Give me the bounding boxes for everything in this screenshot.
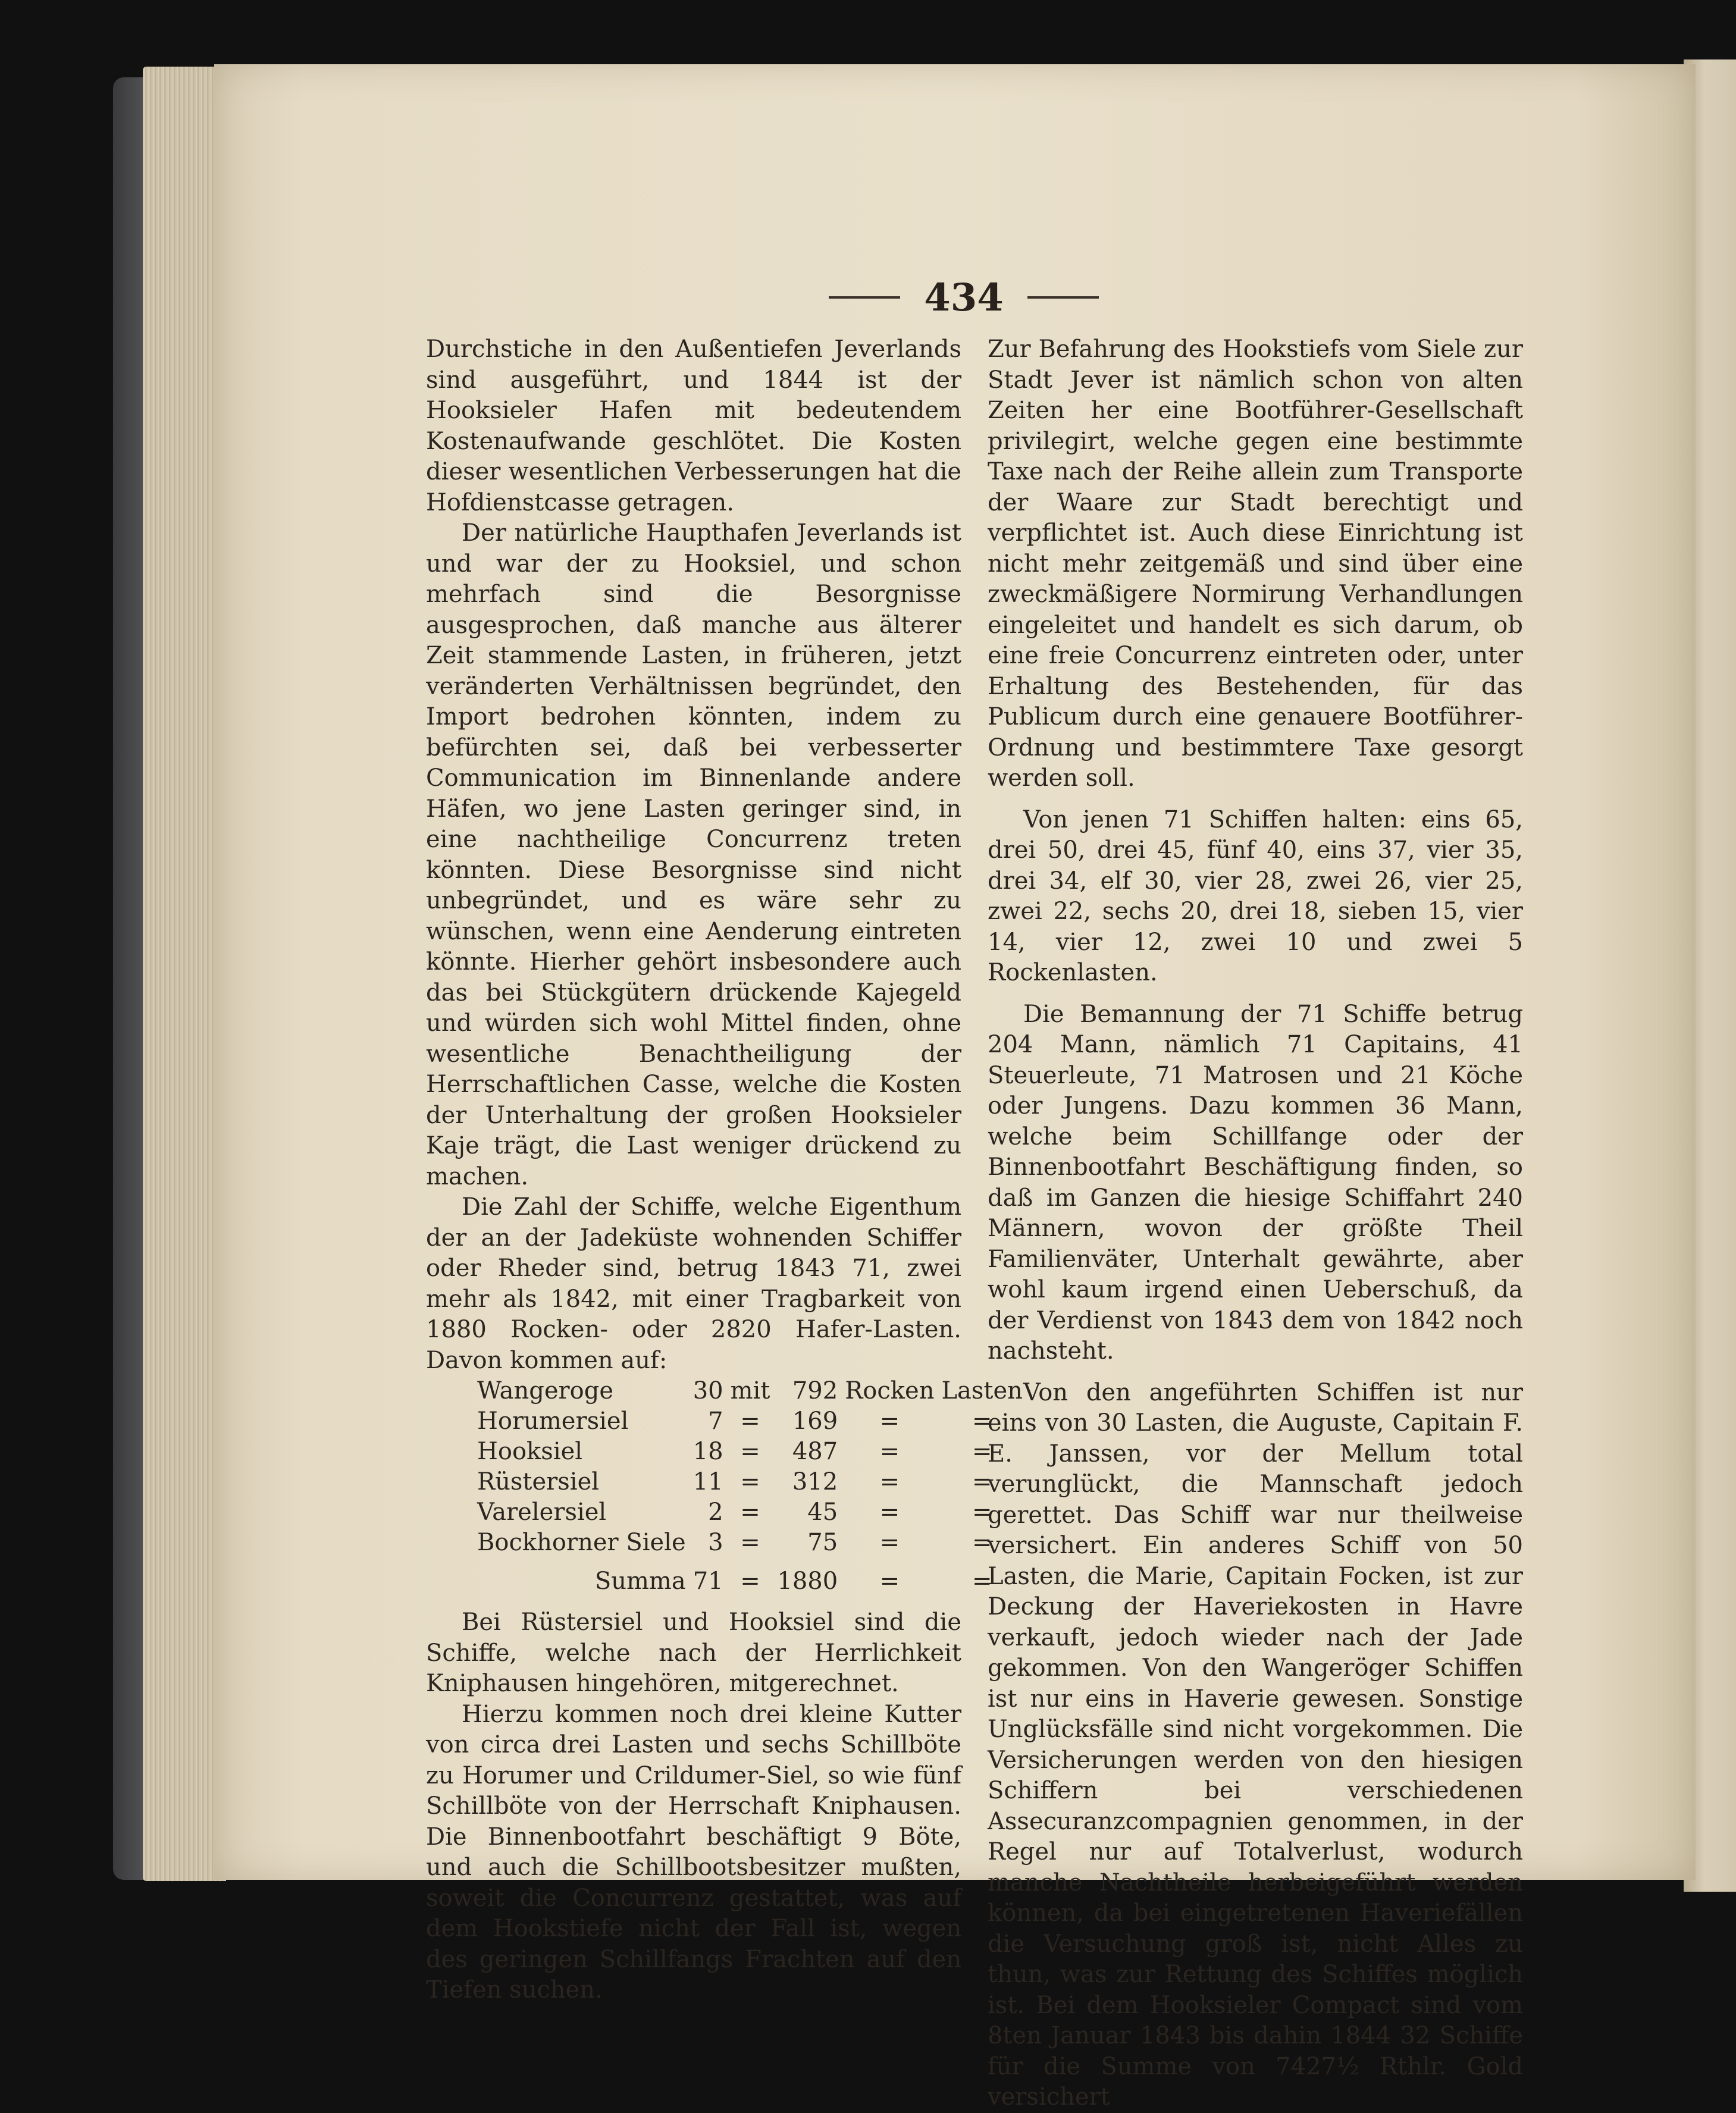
lasts-cell: 75 [807,1529,838,1556]
unit2-cell: Lasten [941,1377,1023,1405]
unit2-cell: = [972,1468,992,1496]
paragraph: Bei Rüstersiel und Hooksiel sind die Schiffe, welche nach der Herrlichkeit Kniphausen hingehören, mitgerechnet. [426,1609,961,1697]
unit2-cell: = [972,1407,992,1435]
sep-cell: = [740,1498,760,1526]
unit2-cell: = [972,1438,992,1465]
count-cell: 18 [692,1438,723,1465]
sum-unit2: = [972,1567,992,1595]
unit1-cell: = [879,1438,900,1465]
table-row [474,1437,1026,1467]
count-cell: 30 [692,1377,723,1405]
sep-cell: = [740,1407,760,1435]
lasts-cell: 169 [792,1407,838,1435]
page-edges [143,67,226,1881]
place-cell: Horumersiel [477,1407,629,1435]
table-row [474,1376,1026,1406]
sum-sep: = [740,1567,760,1595]
table-row [474,1467,1026,1497]
page-header [809,274,1118,321]
sum-row [474,1558,1026,1597]
lasts-cell: 312 [792,1468,838,1496]
header-rule-right [1027,296,1099,299]
table-row [474,1406,1026,1437]
sum-unit1: = [879,1567,900,1595]
sep-cell: = [740,1468,760,1496]
sum-count: 71 [692,1567,723,1595]
sep-cell: = [740,1438,760,1465]
unit1-cell: = [879,1407,900,1435]
table-row [474,1497,1026,1528]
paragraph: Die Zahl der Schiffe, welche Eigenthum der an der Jadeküste wohnenden Schiffer oder Rheder sind, betrug 1843 71, zwei mehr als 1842, mit einer Tragbarkeit von 1880 Rocken- oder 2820 Hafer-Lasten. Davon kommen auf: [426,1193,961,1374]
sep-cell: mit [730,1377,770,1405]
sum-label: Summa [594,1567,686,1595]
paragraph: Durchstiche in den Außentiefen Jeverlands sind ausgeführt, und 1844 ist der Hooksieler Hafen mit bedeutendem Kostenaufwande geschlötet. Die Kosten dieser wesentlichen Verbesserungen hat die Hofdienstcasse getragen. [426,336,961,516]
unit1-cell: = [879,1529,900,1556]
paragraph: Der natürliche Haupthafen Jeverlands ist und war der zu Hooksiel, und schon mehrfach sind die Besorgnisse ausgesprochen, daß manche aus älterer Zeit stammende Lasten, in früheren, jetzt veränderten Verhältnissen begründet, den Import bedrohen könnten, indem zu befürchten sei, daß bei verbesserter Communication im Binnenlande andere Häfen, wo jene Lasten geringer sind, in eine nachtheilige Concurrenz treten könnten. Diese Besorgnisse sind nicht unbegründet, und es wäre sehr zu wünschen, wenn eine Aenderung eintreten könnte. Hierher gehört insbesondere auch das bei Stückgütern drückende Kajegeld und würden sich wohl Mittel finden, ohne wesentliche Benachtheiligung der Herrschaftlichen Casse, welche die Kosten der Unterhaltung der großen Hooksieler Kaje trägt, die Last weniger drückend zu machen. [426,519,961,1190]
page-number: 434 [924,275,1004,320]
paragraph: Zur Befahrung des Hookstiefs vom Siele zur Stadt Jever ist nämlich schon von alten Zeiten her eine Bootführer-Gesellschaft privilegirt, welche gegen eine bestimmte Taxe nach der Reihe allein zum Transporte der Waare zur Stadt berechtigt und verpflichtet ist. Auch diese Einrichtung ist nicht mehr zeitgemäß und sind über eine zweckmäßigere Normirung Verhandlungen eingeleitet und handelt es sich darum, ob eine freie Concurrenz eintreten oder, unter Erhaltung des Bestehenden, für das Publicum durch eine genauere Bootführer-Ordnung und bestimmtere Taxe gesorgt werden soll. [988,336,1523,792]
unit1-cell: = [879,1468,900,1496]
unit2-cell: = [972,1529,992,1556]
place-cell: Rüstersiel [477,1468,600,1496]
sum-lasts: 1880 [777,1567,838,1595]
unit1-cell: = [879,1498,900,1526]
header-rule-left [829,296,900,299]
left-column [426,334,1023,2006]
paragraph: Hierzu kommen noch drei kleine Kutter von circa drei Lasten und sechs Schillböte zu Horumer und Crildumer-Siel, so wie fünf Schillböte von der Herrschaft Kniphausen. Die Binnenbootfahrt beschäftigt 9 Böte, und auch die Schillbootsbesitzer mußten, soweit die Concurrenz gestattet, was auf dem Hookstiefe nicht der Fall ist, wegen des geringen Schillfangs Frachten auf den Tiefen suchen. [426,1700,961,2004]
place-cell: Bockhorner Siele [477,1529,686,1556]
paragraph: Von den angeführten Schiffen ist nur eins von 30 Lasten, die Auguste, Capitain F. E. Janssen, vor der Mellum total verunglückt, die Mannschaft jedoch gerettet. Das Schiff war nur theilweise versichert. Ein anderes Schiff von 50 Lasten, die Marie, Capitain Focken, ist zur Deckung der Haveriekosten in Havre verkauft, jedoch wieder nach der Jade gekommen. Von den Wangeröger Schiffen ist nur eins in Haverie gewesen. Sonstige Unglücksfälle sind nicht vorgekommen. Die Versicherungen werden von den hiesigen Schiffern bei verschiedenen Assecuranzcompagnien genommen, in der Regel nur auf Totalverlust, wodurch manche Nachtheile herbeigeführt werden können, da bei eingetretenen Haveriefällen die Versuchung groß ist, nicht Alles zu thun, was zur Rettung des Schiffes möglich ist. Bei dem Hooksieler Compact sind vom 8ten Januar 1843 bis dahin 1844 32 Schiffe für die Summe von 7427½ Rthlr. Gold versichert [988,1378,1523,2111]
count-cell: 11 [692,1468,723,1496]
table-row [474,1528,1026,1558]
count-cell: 2 [708,1498,723,1526]
count-cell: 3 [708,1529,723,1556]
paragraph: Von jenen 71 Schiffen halten: eins 65, drei 50, drei 45, fünf 40, eins 37, vier 35, drei 34, elf 30, vier 28, zwei 26, vier 25, zwei 22, sechs 20, drei 18, sieben 15, vier 14, vier 12, zwei 10 und zwei 5 Rockenlasten. [988,805,1523,986]
lasts-cell: 792 [792,1377,838,1405]
lasts-cell: 45 [807,1498,838,1526]
right-column [988,334,1523,2113]
place-cell: Varelersiel [477,1498,607,1526]
count-cell: 7 [708,1407,723,1435]
place-cell: Wangeroge [477,1377,614,1405]
lasts-cell: 487 [792,1438,838,1465]
place-cell: Hooksiel [477,1438,583,1465]
ship-table [474,1376,1026,1597]
unit2-cell: = [972,1498,992,1526]
paragraph: Die Bemannung der 71 Schiffe betrug 204 Mann, nämlich 71 Capitains, 41 Steuerleute, 71 Matrosen und 21 Köche oder Jungens. Dazu kommen 36 Mann, welche beim Schillfange oder der Binnenbootfahrt Beschäftigung finden, so daß im Ganzen die hiesige Schiffahrt 240 Männern, wovon der größte Theil Familienväter, Unterhalt gewährte, aber wohl kaum irgend einen Ueberschuß, da der Verdienst von 1843 dem von 1842 noch nachsteht. [988,1000,1523,1365]
unit1-cell: Rocken [845,1377,935,1405]
sep-cell: = [740,1529,760,1556]
